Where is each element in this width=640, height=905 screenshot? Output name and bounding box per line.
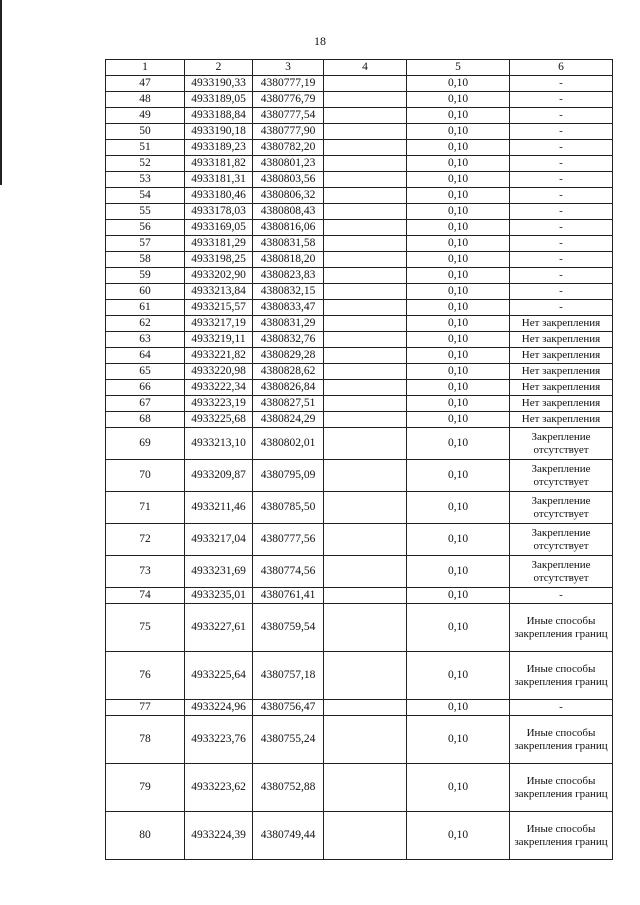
x-coordinate-cell: 4933211,46 — [185, 492, 253, 524]
table-row — [106, 764, 613, 812]
x-coordinate-cell: 4933221,82 — [185, 348, 253, 364]
empty-cell — [324, 124, 407, 140]
empty-cell — [324, 380, 407, 396]
fixing-method-cell: Нет закрепления — [510, 396, 613, 412]
x-coordinate-cell: 4933213,84 — [185, 284, 253, 300]
accuracy-cell: 0,10 — [407, 172, 510, 188]
table-row — [106, 412, 613, 428]
empty-cell — [324, 92, 407, 108]
point-number-cell: 63 — [106, 332, 185, 348]
x-coordinate-cell: 4933223,62 — [185, 764, 253, 812]
table-row — [106, 108, 613, 124]
x-coordinate-cell: 4933217,04 — [185, 524, 253, 556]
empty-cell — [324, 76, 407, 92]
accuracy-cell: 0,10 — [407, 460, 510, 492]
accuracy-cell: 0,10 — [407, 556, 510, 588]
empty-cell — [324, 284, 407, 300]
empty-cell — [324, 812, 407, 860]
fixing-method-cell: - — [510, 156, 613, 172]
empty-cell — [324, 268, 407, 284]
point-number-cell: 61 — [106, 300, 185, 316]
fixing-method-cell: Иные способы закрепления границ — [510, 764, 613, 812]
accuracy-cell: 0,10 — [407, 604, 510, 652]
empty-cell — [324, 604, 407, 652]
table-header-row — [106, 60, 613, 76]
point-number-cell: 76 — [106, 652, 185, 700]
x-coordinate-cell: 4933225,64 — [185, 652, 253, 700]
table-row — [106, 348, 613, 364]
table-row — [106, 492, 613, 524]
header-cell: 3 — [253, 60, 324, 76]
table-row — [106, 716, 613, 764]
empty-cell — [324, 140, 407, 156]
x-coordinate-cell: 4933209,87 — [185, 460, 253, 492]
y-coordinate-cell: 4380818,20 — [253, 252, 324, 268]
fixing-method-cell: Нет закрепления — [510, 412, 613, 428]
x-coordinate-cell: 4933220,98 — [185, 364, 253, 380]
x-coordinate-cell: 4933189,23 — [185, 140, 253, 156]
accuracy-cell: 0,10 — [407, 364, 510, 380]
fixing-method-cell: Иные способы закрепления границ — [510, 604, 613, 652]
empty-cell — [324, 716, 407, 764]
table-row — [106, 380, 613, 396]
y-coordinate-cell: 4380761,41 — [253, 588, 324, 604]
fixing-method-cell: Закрепление отсутствует — [510, 492, 613, 524]
y-coordinate-cell: 4380806,32 — [253, 188, 324, 204]
x-coordinate-cell: 4933202,90 — [185, 268, 253, 284]
x-coordinate-cell: 4933189,05 — [185, 92, 253, 108]
empty-cell — [324, 428, 407, 460]
fixing-method-cell: - — [510, 140, 613, 156]
x-coordinate-cell: 4933190,33 — [185, 76, 253, 92]
table-row — [106, 300, 613, 316]
table-row — [106, 140, 613, 156]
point-number-cell: 73 — [106, 556, 185, 588]
fixing-method-cell: - — [510, 172, 613, 188]
fixing-method-cell: - — [510, 268, 613, 284]
fixing-method-cell: - — [510, 204, 613, 220]
fixing-method-cell: Нет закрепления — [510, 316, 613, 332]
x-coordinate-cell: 4933223,76 — [185, 716, 253, 764]
table-row — [106, 124, 613, 140]
accuracy-cell: 0,10 — [407, 204, 510, 220]
x-coordinate-cell: 4933222,34 — [185, 380, 253, 396]
accuracy-cell: 0,10 — [407, 108, 510, 124]
table-row — [106, 172, 613, 188]
x-coordinate-cell: 4933181,82 — [185, 156, 253, 172]
y-coordinate-cell: 4380777,54 — [253, 108, 324, 124]
empty-cell — [324, 300, 407, 316]
header-cell: 4 — [324, 60, 407, 76]
y-coordinate-cell: 4380803,56 — [253, 172, 324, 188]
point-number-cell: 58 — [106, 252, 185, 268]
point-number-cell: 55 — [106, 204, 185, 220]
table-row — [106, 252, 613, 268]
empty-cell — [324, 460, 407, 492]
fixing-method-cell: - — [510, 284, 613, 300]
accuracy-cell: 0,10 — [407, 332, 510, 348]
table-row — [106, 524, 613, 556]
x-coordinate-cell: 4933219,11 — [185, 332, 253, 348]
fixing-method-cell: - — [510, 588, 613, 604]
accuracy-cell: 0,10 — [407, 492, 510, 524]
point-number-cell: 47 — [106, 76, 185, 92]
point-number-cell: 65 — [106, 364, 185, 380]
fixing-method-cell: - — [510, 76, 613, 92]
fixing-method-cell: Иные способы закрепления границ — [510, 652, 613, 700]
accuracy-cell: 0,10 — [407, 412, 510, 428]
y-coordinate-cell: 4380777,19 — [253, 76, 324, 92]
empty-cell — [324, 412, 407, 428]
y-coordinate-cell: 4380755,24 — [253, 716, 324, 764]
empty-cell — [324, 188, 407, 204]
point-number-cell: 67 — [106, 396, 185, 412]
accuracy-cell: 0,10 — [407, 428, 510, 460]
accuracy-cell: 0,10 — [407, 316, 510, 332]
empty-cell — [324, 156, 407, 172]
point-number-cell: 49 — [106, 108, 185, 124]
table-row — [106, 268, 613, 284]
y-coordinate-cell: 4380785,50 — [253, 492, 324, 524]
coordinates-table — [105, 59, 613, 860]
x-coordinate-cell: 4933215,57 — [185, 300, 253, 316]
empty-cell — [324, 524, 407, 556]
table-row — [106, 652, 613, 700]
x-coordinate-cell: 4933217,19 — [185, 316, 253, 332]
accuracy-cell: 0,10 — [407, 236, 510, 252]
x-coordinate-cell: 4933181,29 — [185, 236, 253, 252]
table-row — [106, 284, 613, 300]
point-number-cell: 56 — [106, 220, 185, 236]
fixing-method-cell: Закрепление отсутствует — [510, 524, 613, 556]
y-coordinate-cell: 4380802,01 — [253, 428, 324, 460]
x-coordinate-cell: 4933231,69 — [185, 556, 253, 588]
empty-cell — [324, 316, 407, 332]
table-row — [106, 316, 613, 332]
point-number-cell: 64 — [106, 348, 185, 364]
x-coordinate-cell: 4933213,10 — [185, 428, 253, 460]
fixing-method-cell: Иные способы закрепления границ — [510, 716, 613, 764]
accuracy-cell: 0,10 — [407, 92, 510, 108]
x-coordinate-cell: 4933227,61 — [185, 604, 253, 652]
y-coordinate-cell: 4380823,83 — [253, 268, 324, 284]
table-row — [106, 604, 613, 652]
y-coordinate-cell: 4380749,44 — [253, 812, 324, 860]
fixing-method-cell: Закрепление отсутствует — [510, 460, 613, 492]
accuracy-cell: 0,10 — [407, 588, 510, 604]
table-row — [106, 460, 613, 492]
accuracy-cell: 0,10 — [407, 284, 510, 300]
accuracy-cell: 0,10 — [407, 300, 510, 316]
fixing-method-cell: Нет закрепления — [510, 332, 613, 348]
accuracy-cell: 0,10 — [407, 652, 510, 700]
table-row — [106, 76, 613, 92]
table-row — [106, 556, 613, 588]
accuracy-cell: 0,10 — [407, 716, 510, 764]
x-coordinate-cell: 4933225,68 — [185, 412, 253, 428]
point-number-cell: 80 — [106, 812, 185, 860]
table-row — [106, 396, 613, 412]
point-number-cell: 50 — [106, 124, 185, 140]
point-number-cell: 69 — [106, 428, 185, 460]
table-row — [106, 204, 613, 220]
y-coordinate-cell: 4380756,47 — [253, 700, 324, 716]
fixing-method-cell: Иные способы закрепления границ — [510, 812, 613, 860]
empty-cell — [324, 556, 407, 588]
x-coordinate-cell: 4933190,18 — [185, 124, 253, 140]
point-number-cell: 59 — [106, 268, 185, 284]
point-number-cell: 51 — [106, 140, 185, 156]
point-number-cell: 54 — [106, 188, 185, 204]
empty-cell — [324, 396, 407, 412]
accuracy-cell: 0,10 — [407, 348, 510, 364]
x-coordinate-cell: 4933180,46 — [185, 188, 253, 204]
point-number-cell: 57 — [106, 236, 185, 252]
margin-mark — [0, 0, 2, 185]
y-coordinate-cell: 4380801,23 — [253, 156, 324, 172]
accuracy-cell: 0,10 — [407, 220, 510, 236]
empty-cell — [324, 220, 407, 236]
y-coordinate-cell: 4380828,62 — [253, 364, 324, 380]
empty-cell — [324, 492, 407, 524]
empty-cell — [324, 652, 407, 700]
x-coordinate-cell: 4933188,84 — [185, 108, 253, 124]
accuracy-cell: 0,10 — [407, 188, 510, 204]
point-number-cell: 62 — [106, 316, 185, 332]
empty-cell — [324, 364, 407, 380]
accuracy-cell: 0,10 — [407, 524, 510, 556]
y-coordinate-cell: 4380833,47 — [253, 300, 324, 316]
fixing-method-cell: Нет закрепления — [510, 348, 613, 364]
fixing-method-cell: - — [510, 300, 613, 316]
y-coordinate-cell: 4380824,29 — [253, 412, 324, 428]
point-number-cell: 70 — [106, 460, 185, 492]
point-number-cell: 48 — [106, 92, 185, 108]
empty-cell — [324, 588, 407, 604]
point-number-cell: 72 — [106, 524, 185, 556]
y-coordinate-cell: 4380774,56 — [253, 556, 324, 588]
y-coordinate-cell: 4380827,51 — [253, 396, 324, 412]
empty-cell — [324, 204, 407, 220]
table-row — [106, 364, 613, 380]
point-number-cell: 77 — [106, 700, 185, 716]
y-coordinate-cell: 4380795,09 — [253, 460, 324, 492]
y-coordinate-cell: 4380832,15 — [253, 284, 324, 300]
empty-cell — [324, 348, 407, 364]
x-coordinate-cell: 4933224,39 — [185, 812, 253, 860]
table-row — [106, 700, 613, 716]
table-row — [106, 236, 613, 252]
y-coordinate-cell: 4380777,56 — [253, 524, 324, 556]
table-row — [106, 220, 613, 236]
table-row — [106, 428, 613, 460]
empty-cell — [324, 172, 407, 188]
empty-cell — [324, 332, 407, 348]
fixing-method-cell: - — [510, 124, 613, 140]
fixing-method-cell: Нет закрепления — [510, 380, 613, 396]
point-number-cell: 78 — [106, 716, 185, 764]
empty-cell — [324, 252, 407, 268]
y-coordinate-cell: 4380808,43 — [253, 204, 324, 220]
y-coordinate-cell: 4380816,06 — [253, 220, 324, 236]
accuracy-cell: 0,10 — [407, 396, 510, 412]
header-cell: 1 — [106, 60, 185, 76]
x-coordinate-cell: 4933223,19 — [185, 396, 253, 412]
accuracy-cell: 0,10 — [407, 252, 510, 268]
y-coordinate-cell: 4380829,28 — [253, 348, 324, 364]
accuracy-cell: 0,10 — [407, 700, 510, 716]
y-coordinate-cell: 4380831,58 — [253, 236, 324, 252]
fixing-method-cell: - — [510, 700, 613, 716]
fixing-method-cell: - — [510, 188, 613, 204]
table-row — [106, 188, 613, 204]
y-coordinate-cell: 4380759,54 — [253, 604, 324, 652]
empty-cell — [324, 764, 407, 812]
fixing-method-cell: - — [510, 236, 613, 252]
point-number-cell: 79 — [106, 764, 185, 812]
table-row — [106, 156, 613, 172]
page-number: 18 — [314, 34, 326, 48]
table-row — [106, 92, 613, 108]
accuracy-cell: 0,10 — [407, 124, 510, 140]
point-number-cell: 60 — [106, 284, 185, 300]
y-coordinate-cell: 4380777,90 — [253, 124, 324, 140]
y-coordinate-cell: 4380757,18 — [253, 652, 324, 700]
fixing-method-cell: - — [510, 108, 613, 124]
y-coordinate-cell: 4380832,76 — [253, 332, 324, 348]
accuracy-cell: 0,10 — [407, 268, 510, 284]
y-coordinate-cell: 4380752,88 — [253, 764, 324, 812]
accuracy-cell: 0,10 — [407, 140, 510, 156]
empty-cell — [324, 236, 407, 252]
header-cell: 6 — [510, 60, 613, 76]
fixing-method-cell: Закрепление отсутствует — [510, 428, 613, 460]
empty-cell — [324, 700, 407, 716]
x-coordinate-cell: 4933178,03 — [185, 204, 253, 220]
table-row — [106, 588, 613, 604]
accuracy-cell: 0,10 — [407, 76, 510, 92]
y-coordinate-cell: 4380831,29 — [253, 316, 324, 332]
fixing-method-cell: - — [510, 252, 613, 268]
point-number-cell: 53 — [106, 172, 185, 188]
empty-cell — [324, 108, 407, 124]
x-coordinate-cell: 4933224,96 — [185, 700, 253, 716]
fixing-method-cell: - — [510, 220, 613, 236]
accuracy-cell: 0,10 — [407, 764, 510, 812]
y-coordinate-cell: 4380776,79 — [253, 92, 324, 108]
point-number-cell: 68 — [106, 412, 185, 428]
point-number-cell: 75 — [106, 604, 185, 652]
x-coordinate-cell: 4933198,25 — [185, 252, 253, 268]
fixing-method-cell: Нет закрепления — [510, 364, 613, 380]
point-number-cell: 52 — [106, 156, 185, 172]
point-number-cell: 74 — [106, 588, 185, 604]
y-coordinate-cell: 4380826,84 — [253, 380, 324, 396]
fixing-method-cell: Закрепление отсутствует — [510, 556, 613, 588]
point-number-cell: 71 — [106, 492, 185, 524]
table-body — [106, 76, 613, 860]
x-coordinate-cell: 4933169,05 — [185, 220, 253, 236]
accuracy-cell: 0,10 — [407, 156, 510, 172]
table-row — [106, 332, 613, 348]
y-coordinate-cell: 4380782,20 — [253, 140, 324, 156]
table-row — [106, 812, 613, 860]
x-coordinate-cell: 4933181,31 — [185, 172, 253, 188]
accuracy-cell: 0,10 — [407, 812, 510, 860]
accuracy-cell: 0,10 — [407, 380, 510, 396]
header-cell: 2 — [185, 60, 253, 76]
x-coordinate-cell: 4933235,01 — [185, 588, 253, 604]
header-cell: 5 — [407, 60, 510, 76]
point-number-cell: 66 — [106, 380, 185, 396]
fixing-method-cell: - — [510, 92, 613, 108]
